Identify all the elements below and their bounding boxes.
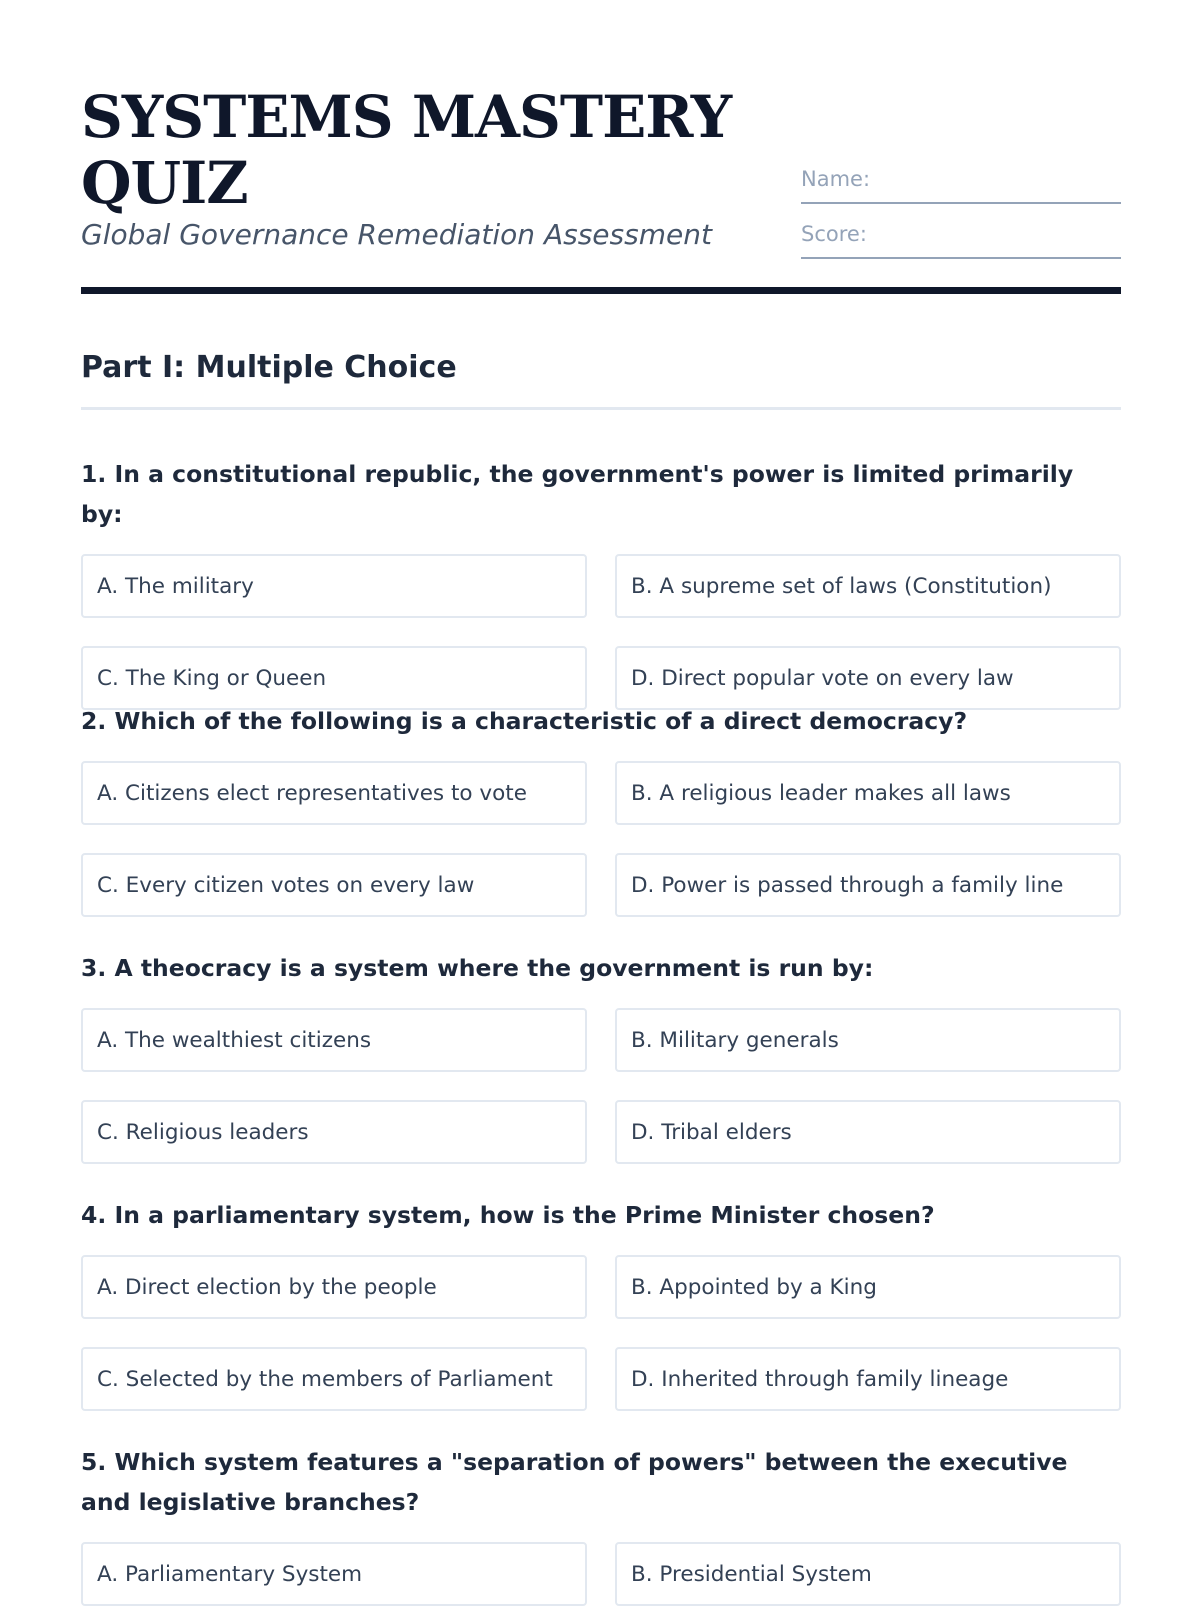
- option-a[interactable]: A. Citizens elect representatives to vote: [81, 761, 587, 825]
- score-field[interactable]: Score:: [801, 219, 1121, 259]
- option-a[interactable]: A. Direct election by the people: [81, 1255, 587, 1319]
- question-2: [81, 701, 1121, 917]
- part-divider: [81, 407, 1121, 410]
- answer-options: [81, 1008, 1121, 1164]
- quiz-title: SYSTEMS MASTERY QUIZ: [81, 83, 732, 217]
- option-d[interactable]: D. Direct popular vote on every law: [615, 646, 1121, 710]
- question-5: [81, 1442, 1121, 1606]
- header-divider: [81, 287, 1121, 294]
- question-3: [81, 948, 1121, 1164]
- option-a[interactable]: A. The wealthiest citizens: [81, 1008, 587, 1072]
- option-a[interactable]: A. The military: [81, 554, 587, 618]
- answer-options: [81, 1255, 1121, 1411]
- option-c[interactable]: C. The King or Queen: [81, 646, 587, 710]
- question-text: 3. A theocracy is a system where the government is run by:: [81, 954, 874, 982]
- option-d[interactable]: D. Tribal elders: [615, 1100, 1121, 1164]
- quiz-header: [81, 80, 1121, 294]
- option-b[interactable]: B. A supreme set of laws (Constitution): [615, 554, 1121, 618]
- option-a[interactable]: A. Parliamentary System: [81, 1542, 587, 1606]
- quiz-page: [81, 0, 1121, 1600]
- option-d[interactable]: D. Inherited through family lineage: [615, 1347, 1121, 1411]
- question-text: 4. In a parliamentary system, how is the Prime Minister chosen?: [81, 1201, 935, 1229]
- question-text: 5. Which system features a "separation of powers" between the executive and legislative branches?: [81, 1448, 1068, 1516]
- option-b[interactable]: B. A religious leader makes all laws: [615, 761, 1121, 825]
- question-text: 1. In a constitutional republic, the government's power is limited primarily by:: [81, 460, 1074, 528]
- answer-options: [81, 761, 1121, 917]
- question-1: [81, 454, 1121, 710]
- option-c[interactable]: C. Selected by the members of Parliament: [81, 1347, 587, 1411]
- option-b[interactable]: B. Military generals: [615, 1008, 1121, 1072]
- option-b[interactable]: B. Appointed by a King: [615, 1255, 1121, 1319]
- answer-options: [81, 554, 1121, 710]
- answer-options: [81, 1542, 1121, 1606]
- name-field[interactable]: Name:: [801, 164, 1121, 204]
- option-d[interactable]: D. Power is passed through a family line: [615, 853, 1121, 917]
- option-b[interactable]: B. Presidential System: [615, 1542, 1121, 1606]
- quiz-subtitle: Global Governance Remediation Assessment: [81, 218, 712, 251]
- option-c[interactable]: C. Every citizen votes on every law: [81, 853, 587, 917]
- option-c[interactable]: C. Religious leaders: [81, 1100, 587, 1164]
- question-4: [81, 1195, 1121, 1411]
- question-text: 2. Which of the following is a characteristic of a direct democracy?: [81, 707, 968, 735]
- part-title: Part I: Multiple Choice: [81, 350, 457, 385]
